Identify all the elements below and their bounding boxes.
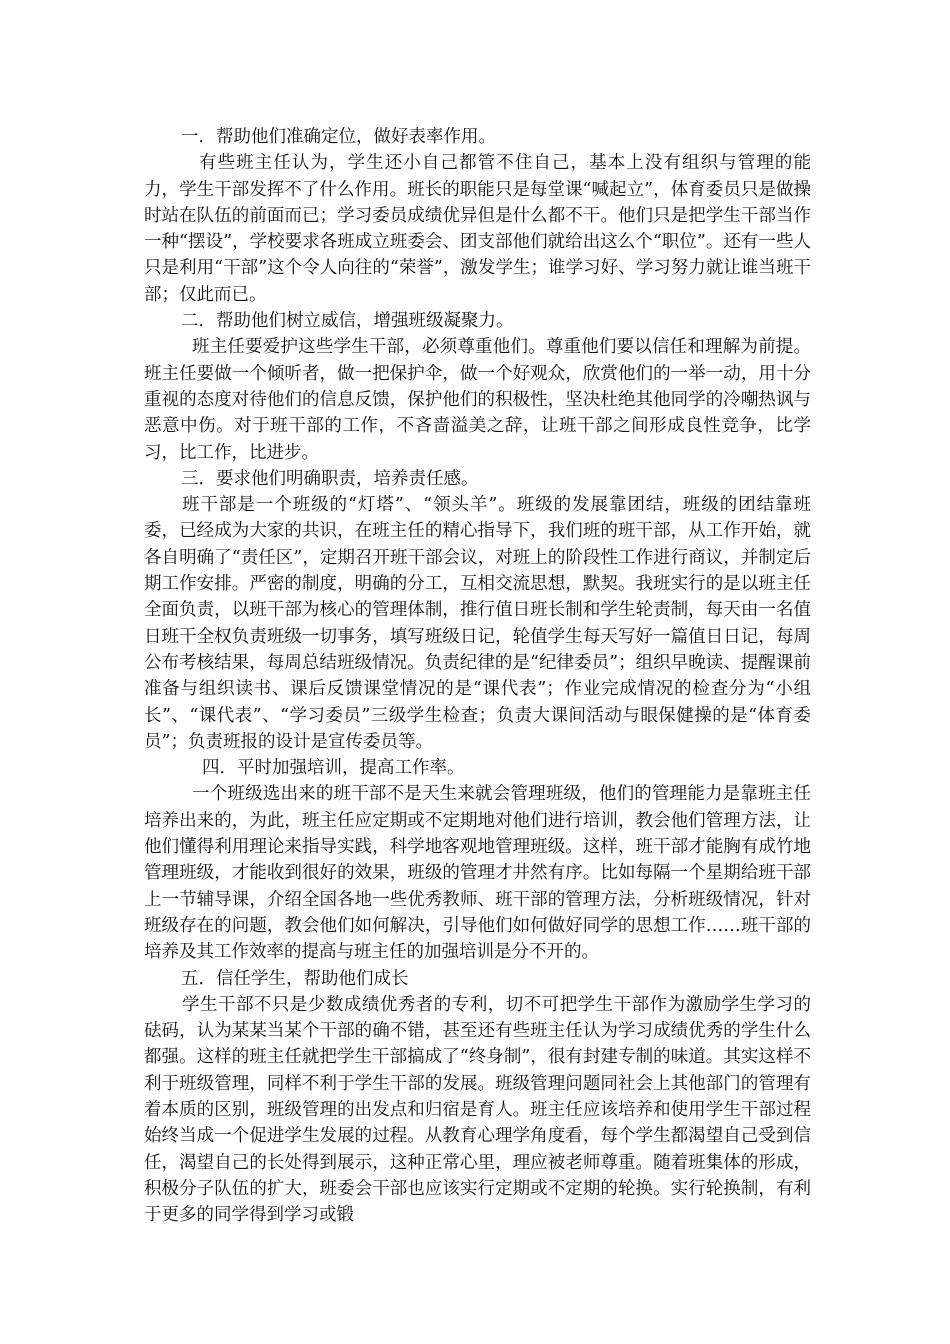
section-paragraph-4: 一个班级选出来的班干部不是天生来就会管理班级，他们的管理能力是靠班主任培养出来的，为此，班主任应定期或不定期地对他们进行培训，教会他们管理方法，让他们懂得利用理论来指导实践，科学地客观地管理班级。这样，班干部才能胸有成竹地管理班级，才能收到很好的效果，班级的管理才井然有序。比如每隔一个星期给班干部上一节辅导课，介绍全国各地一些优秀教师、班干部的管理方法，分析班级情况，针对班级存在的问题，教会他们如何解决，引导他们如何做好同学的思想工作……班干部的培养及其工作效率的提高与班主任的加强培训是分不开的。	[144, 784, 811, 963]
section-paragraph-5: 学生干部不只是少数成绩优秀者的专利，切不可把学生干部作为激励学生学习的砝码，认为某某当某个干部的确不错，甚至还有些班主任认为学习成绩优秀的学生什么都强。这样的班主任就把学生干部搞成了“终身制”，很有封建专制的味道。其实这样不利于班级管理，同样不利于学生干部的发展。班级管理问题同社会上其他部门的管理有着本质的区别，班级管理的出发点和归宿是育人。班主任应该培养和使用学生干部过程始终当成一个促进学生发展的过程。从教育心理学角度看，每个学生都渴望自己受到信任，渴望自己的长处得到展示，这种正常心里，理应被老师尊重。随着班集体的形成，积极分子队伍的扩大，班委会干部也应该实行定期或不定期的轮换。实行轮换制，有利于更多的同学得到学习或锻	[144, 994, 811, 1226]
section-heading-5: 五．信任学生，帮助他们成长	[181, 968, 409, 989]
section-heading-1: 一．帮助他们准确定位，做好表率作用。	[181, 127, 496, 147]
section-paragraph-3: 班干部是一个班级的“灯塔”、“领头羊”。班级的发展靠团结，班级的团结靠班委，已经成为大家的共识，在班主任的精心指导下，我们班的班干部，从工作开始，就各自明确了“责任区”，定期召开班干部会议，对班上的阶段性工作进行商议，并制定后期工作安排。严密的制度，明确的分工，互相交流思想，默契。我班实行的是以班主任全面负责，以班干部为核心的管理体制，推行值日班长制和学生轮责制，每天由一名值日班干全权负责班级一切事务，填写班级日记，轮值学生每天写好一篇值日日记，每周公布考核结果，每周总结班级情况。负责纪律的是“纪律委员”；组织早晚读、提醒课前准备与组织读书、课后反馈课堂情况的是“课代表”；作业完成情况的检查分为“小组长”、“课代表”、“学习委员”三级学生检查；负责大课间活动与眼保健操的是“体育委员”；负责班报的设计是宣传委员等。	[144, 495, 811, 752]
section-paragraph-1: 有些班主任认为，学生还小自己都管不住自己，基本上没有组织与管理的能力，学生干部发挥不了什么作用。班长的职能只是每堂课“喊起立”，体育委员只是做操时站在队伍的前面而已；学习委员成绩优异但是什么都不干。他们只是把学生干部当作一种“摆设”，学校要求各班成立班委会、团支部他们就给出这么个“职位”。还有一些人只是利用“干部”这个令人向往的“荣誉”，激发学生；谁学习好、学习努力就让谁当班干部；仅此而已。	[144, 153, 811, 305]
document-body	[144, 124, 811, 1228]
section-heading-3: 三．要求他们明确职责，培养责任感。	[181, 468, 479, 489]
section-heading-4: 四．平时加强培训，提高工作率。	[202, 758, 465, 779]
section-heading-2: 二．帮助他们树立威信，增强班级凝聚力。	[181, 311, 514, 332]
section-paragraph-2: 班主任要爱护这些学生干部，必须尊重他们。尊重他们要以信任和理解为前提。班主任要做一个倾听者，做一把保护伞，做一个好观众，欣赏他们的一举一动，用十分重视的态度对待他们的信息反馈，保护他们的积极性，坚决杜绝其他同学的冷嘲热讽与恶意中伤。对于班干部的工作，不吝啬溢美之辞，让班干部之间形成良性竞争，比学习，比工作，比进步。	[144, 337, 811, 463]
